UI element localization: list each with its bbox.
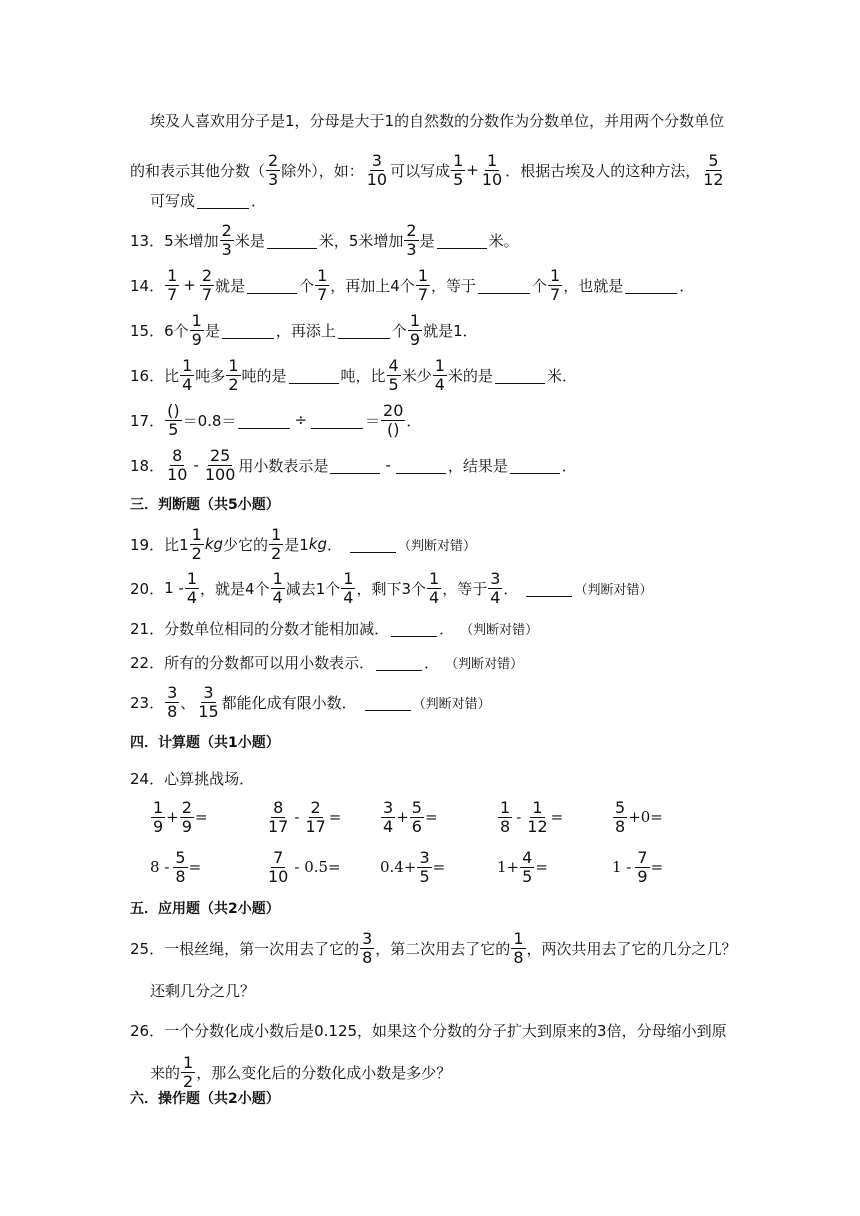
answer-blank[interactable] [267,232,317,249]
fraction: $\frac{20}{()}$ [383,400,404,439]
question-24: 24．心算挑战场． [130,769,255,788]
question-26: 26．一个分数化成小数后是0.125，如果这个分数的分子扩大到原来的3倍，分母缩小到原 [130,1021,727,1040]
fraction: $\frac{8}{10}$ [167,445,188,484]
fraction: $\frac{1}{2}$ [183,1052,194,1091]
fraction: $\frac{1}{4}$ [429,568,440,607]
fraction: $\frac{1}{7}$ [167,265,178,304]
section-3-heading: 三．判断题（共5小题） [130,497,280,513]
question-20: 20． 1 - $\frac{1}{4}$ ，就是4个 $\frac{1}{4}$ 减去1个 $\frac{1}{4}$ ，剩下3个 $\frac{1}{4}$ ，等于 $\frac{3}{4}$ ． （判断对错） [130,568,653,607]
question-18: 18． $\frac{8}{10}$ - $\frac{25}{100}$ 用小数表示是 - ，结果是 ． [130,445,577,484]
answer-blank[interactable] [625,277,677,294]
fraction: $\frac{()}{5}$ [167,400,180,439]
question-22: 22．所有的分数都可以用小数表示． ． （判断对错） [130,653,524,672]
calc-item-8: 0.4+ $\frac{3}{5}$ = [380,847,446,886]
answer-blank[interactable] [311,412,363,429]
fraction: $\frac{2}{3}$ [221,220,232,259]
calc-item-10: 1 - $\frac{7}{9}$ = [612,847,664,886]
answer-blank[interactable] [197,192,249,209]
calc-item-9: 1+ $\frac{4}{5}$ = [497,847,548,886]
fraction: $\frac{1}{9}$ [191,310,202,349]
answer-blank[interactable] [365,694,411,711]
fraction: $\frac{25}{100}$ [204,445,236,484]
fraction: $\frac{3}{8}$ [362,928,373,967]
q12-line1: 埃及人喜欢用分子是1，分母是大于1的自然数的分数作为分数单位，并用两个分数单位 [150,111,725,130]
fraction: $\frac{1}{7}$ [317,265,328,304]
fraction: $\frac{3}{4}$ [490,568,501,607]
fraction: $\frac{2}{3}$ [268,150,279,189]
fraction: $\frac{1}{9}$ [409,310,421,349]
fraction: $\frac{1}{10}$ [481,150,503,189]
calc-item-4: $\frac{1}{8}$ - $\frac{1}{12}$ = [500,797,564,836]
fraction: $\frac{3}{10}$ [366,150,388,189]
fraction: $\frac{1}{4}$ [272,568,283,607]
fraction: $\frac{1}{4}$ [343,568,354,607]
answer-blank[interactable] [495,367,545,384]
fraction: $\frac{1}{7}$ [417,265,428,304]
question-14: 14． $\frac{1}{7}$ + $\frac{2}{7}$ 就是 个 $\frac{1}{7}$ ，再加上4个 $\frac{1}{7}$ ，等于 个 $\frac{1}{7}$ ，也就是 ． [130,265,695,304]
question-25: 25． 一根丝绳，第一次用去了它的 $\frac{3}{8}$ ，第二次用去了它的 $\frac{1}{8}$ ，两次共用去了它的几分之几？ [130,928,737,967]
section-6-heading: 六．操作题（共2小题） [130,1091,280,1107]
fraction: $\frac{1}{4}$ [186,568,198,607]
answer-blank[interactable] [238,412,290,429]
answer-blank[interactable] [350,536,396,553]
question-17: 17． $\frac{()}{5}$ ＝0.8＝ ÷ ＝ $\frac{20}{()}$ ． [130,400,422,439]
calc-item-1: $\frac{1}{9}$ + $\frac{2}{9}$ = [153,797,208,836]
calc-item-2: $\frac{8}{17}$ - $\frac{2}{17}$ = [268,797,342,836]
fraction: $\frac{1}{4}$ [434,355,445,394]
fraction: $\frac{1}{8}$ [513,928,524,967]
fraction: $\frac{1}{7}$ [550,265,561,304]
question-25-line2: 还剩几分之几？ [150,981,256,1000]
answer-blank[interactable] [289,367,339,384]
answer-blank[interactable] [396,457,446,474]
answer-blank[interactable] [526,580,572,597]
question-21: 21．分数单位相同的分数才能相加减． ． （判断对错） [130,619,539,638]
calc-item-5: $\frac{5}{8}$ +0= [615,797,663,836]
fraction: $\frac{3}{8}$ [167,682,178,721]
question-19: 19． 比1 $\frac{1}{2}$ kg 少它的 $\frac{1}{2}$ 是1 kg ． （判断对错） [130,524,477,563]
answer-blank[interactable] [338,322,390,339]
section-4-heading: 四．计算题（共1小题） [130,735,280,751]
fraction: $\frac{1}{5}$ [453,150,464,189]
calc-item-7: $\frac{7}{10}$ - 0.5= [268,847,341,886]
answer-blank[interactable] [376,654,422,671]
answer-blank[interactable] [391,620,437,637]
q12-line2: 的和表示其他分数（ $\frac{2}{3}$ 除外），如： $\frac{3}{10}$ 可以写成 $\frac{1}{5}$ + $\frac{1}{10}$ ．根据古埃及人的这种方法， $\frac{5}{12}$ [130,150,724,189]
question-26-line2: 来的 $\frac{1}{2}$ ，那么变化后的分数化成小数是多少？ [150,1052,452,1091]
answer-blank[interactable] [510,457,560,474]
question-13: 13． 5米增加 $\frac{2}{3}$ 米是 米，5米增加 $\frac{2}{3}$ 是 米。 [130,220,519,259]
question-16: 16． 比 $\frac{1}{4}$ 吨多 $\frac{1}{2}$ 吨的是 吨，比 $\frac{4}{5}$ 米少 $\frac{1}{4}$ 米的是 米． [130,355,577,394]
fraction: $\frac{2}{3}$ [406,220,417,259]
fraction: $\frac{1}{2}$ [191,524,202,563]
answer-blank[interactable] [247,277,297,294]
answer-blank[interactable] [222,322,274,339]
calc-item-6: 8 - $\frac{5}{8}$ = [150,847,202,886]
fraction: $\frac{1}{2}$ [228,355,239,394]
fraction: $\frac{3}{15}$ [198,682,219,721]
fraction: $\frac{4}{5}$ [388,355,399,394]
question-15: 15． 6个 $\frac{1}{9}$ 是 ，再添上 个 $\frac{1}{9}$ 就是1． [130,310,478,349]
fraction: $\frac{2}{7}$ [201,265,213,304]
fraction: $\frac{1}{2}$ [271,524,282,563]
answer-blank[interactable] [330,457,380,474]
calc-item-3: $\frac{3}{4}$ + $\frac{5}{6}$ = [383,797,438,836]
q12-line3: 可写成 ． [150,191,267,210]
fraction: $\frac{1}{4}$ [182,355,193,394]
section-5-heading: 五．应用题（共2小题） [130,901,280,917]
fraction: $\frac{5}{12}$ [703,150,724,189]
answer-blank[interactable] [437,232,487,249]
question-23: 23． $\frac{3}{8}$ 、 $\frac{3}{15}$ 都能化成有限小数． （判断对错） [130,682,491,721]
answer-blank[interactable] [478,277,530,294]
